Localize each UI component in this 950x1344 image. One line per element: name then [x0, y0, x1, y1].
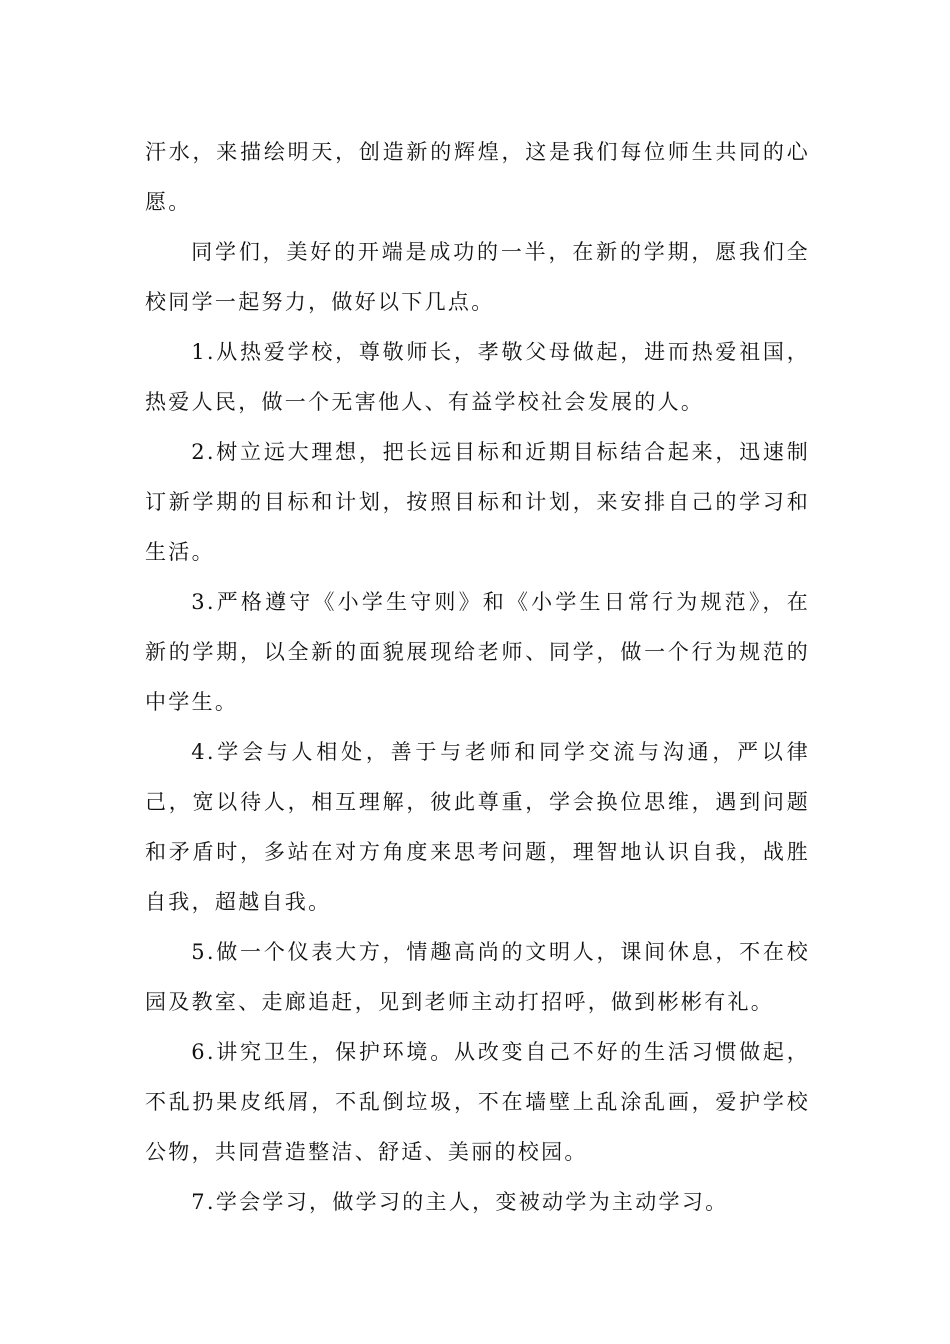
list-item-5: 5.做一个仪表大方，情趣高尚的文明人，课间休息，不在校园及教室、走廊追赶，见到老师主动打招呼，做到彬彬有礼。 — [145, 940, 810, 1014]
list-item-4: 4.学会与人相处，善于与老师和同学交流与沟通，严以律己，宽以待人，相互理解，彼此尊重，学会换位思维，遇到问题和矛盾时，多站在对方角度来思考问题，理智地认识自我，战胜自我，超越自我。 — [145, 740, 810, 914]
list-item-2: 2.树立远大理想，把长远目标和近期目标结合起来，迅速制订新学期的目标和计划，按照目标和计划，来安排自己的学习和生活。 — [145, 440, 810, 564]
paragraph-intro: 同学们，美好的开端是成功的一半，在新的学期，愿我们全校同学一起努力，做好以下几点。 — [145, 240, 810, 314]
list-item-1: 1.从热爱学校，尊敬师长，孝敬父母做起，进而热爱祖国，热爱人民，做一个无害他人、有益学校社会发展的人。 — [145, 340, 810, 414]
paragraph-continuation: 汗水，来描绘明天，创造新的辉煌，这是我们每位师生共同的心愿。 — [145, 140, 810, 214]
list-item-3: 3.严格遵守《小学生守则》和《小学生日常行为规范》，在新的学期，以全新的面貌展现给老师、同学，做一个行为规范的中学生。 — [145, 590, 810, 714]
document-body — [145, 127, 810, 1227]
list-item-7: 7.学会学习，做学习的主人，变被动学为主动学习。 — [191, 1190, 729, 1214]
list-item-6: 6.讲究卫生，保护环境。从改变自己不好的生活习惯做起，不乱扔果皮纸屑，不乱倒垃圾，不在墙壁上乱涂乱画，爱护学校公物，共同营造整洁、舒适、美丽的校园。 — [145, 1040, 810, 1164]
